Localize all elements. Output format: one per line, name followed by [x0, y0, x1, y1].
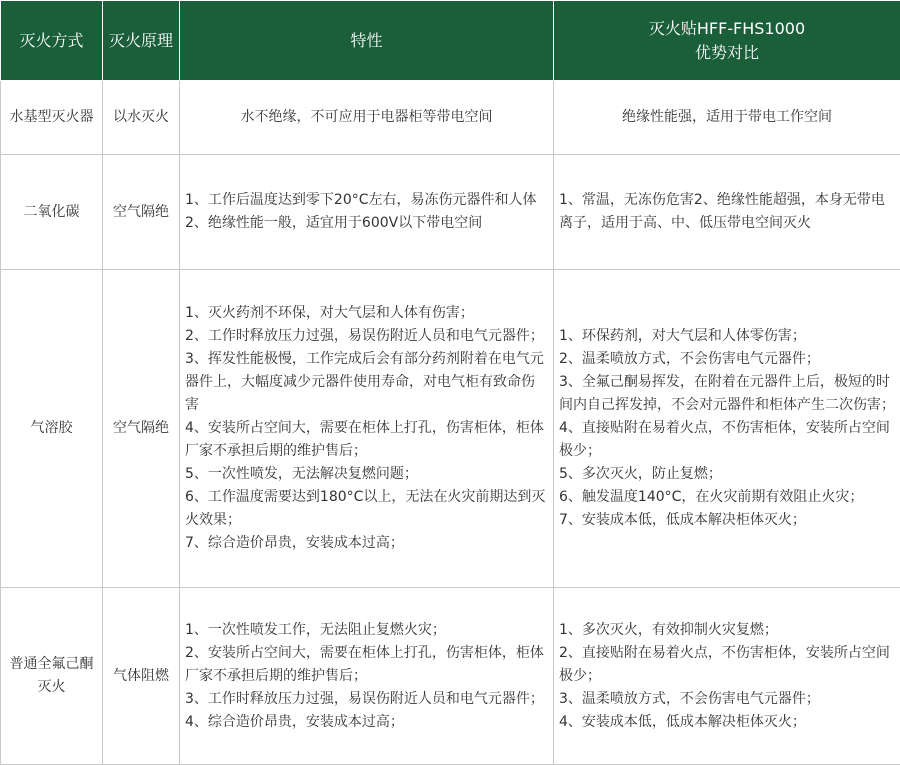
cell-feature — [180, 155, 554, 270]
feature-line: 2、安装所占空间大，需要在柜体上打孔，伤害柜体，柜体厂家不承担后期的维护售后； — [185, 642, 548, 688]
advantage-line: 7、安装成本低，低成本解决柜体灭火； — [559, 509, 895, 532]
table-row — [1, 270, 900, 588]
cell-advantage — [554, 270, 900, 588]
feature-line: 1、一次性喷发工作，无法阻止复燃火灾； — [185, 619, 548, 642]
cell-feature — [180, 81, 554, 155]
cell-feature — [180, 270, 554, 588]
cell-principle: 空气隔绝 — [103, 155, 180, 270]
feature-line: 2、绝缘性能一般，适宜用于600V以下带电空间 — [185, 212, 548, 235]
advantage-line: 2、直接贴附在易着火点，不伤害柜体，安装所占空间极少； — [559, 642, 895, 688]
feature-line: 5、一次性喷发，无法解决复燃问题； — [185, 463, 548, 486]
feature-line: 6、工作温度需要达到180°C以上，无法在火灾前期达到灭火效果； — [185, 486, 548, 532]
feature-line: 4、安装所占空间大，需要在柜体上打孔，伤害柜体，柜体厂家不承担后期的维护售后； — [185, 417, 548, 463]
feature-line: 水不绝缘，不可应用于电器柜等带电空间 — [185, 106, 548, 129]
header-row — [1, 1, 900, 81]
cell-principle: 空气隔绝 — [103, 270, 180, 588]
header-feature: 特性 — [180, 1, 554, 81]
cell-feature — [180, 588, 554, 765]
header-advantage-line2: 优势对比 — [559, 41, 895, 65]
feature-line: 1、灭火药剂不环保，对大气层和人体有伤害； — [185, 302, 548, 325]
cell-type: 二氧化碳 — [1, 155, 103, 270]
table-row — [1, 588, 900, 765]
advantage-line: 1、多次灭火，有效抑制火灾复燃； — [559, 619, 895, 642]
feature-line: 1、工作后温度达到零下20°C左右，易冻伤元器件和人体 — [185, 189, 548, 212]
advantage-line: 4、直接贴附在易着火点，不伤害柜体，安装所占空间极少； — [559, 417, 895, 463]
advantage-line: 2、温柔喷放方式，不会伤害电气元器件； — [559, 348, 895, 371]
table-row — [1, 155, 900, 270]
feature-line: 3、挥发性能极慢，工作完成后会有部分药剂附着在电气元器件上，大幅度减少元器件使用寿命，对电气柜有致命伤害 — [185, 348, 548, 417]
table-row — [1, 81, 900, 155]
cell-principle: 气体阻燃 — [103, 588, 180, 765]
feature-line: 7、综合造价昂贵，安装成本过高； — [185, 532, 548, 555]
header-advantage — [554, 1, 900, 81]
advantage-line: 3、全氟己酮易挥发，在附着在元器件上后，极短的时间内自己挥发掉，不会对元器件和柜体产生二次伤害； — [559, 371, 895, 417]
cell-type: 水基型灭火器 — [1, 81, 103, 155]
feature-line: 3、工作时释放压力过强，易误伤附近人员和电气元器件； — [185, 688, 548, 711]
advantage-line: 4、安装成本低，低成本解决柜体灭火； — [559, 711, 895, 734]
cell-advantage — [554, 588, 900, 765]
advantage-line: 5、多次灭火，防止复燃； — [559, 463, 895, 486]
feature-line: 4、综合造价昂贵，安装成本过高； — [185, 711, 548, 734]
advantage-line: 1、环保药剂，对大气层和人体零伤害； — [559, 325, 895, 348]
header-type: 灭火方式 — [1, 1, 103, 81]
cell-type: 普通全氟己酮灭火 — [1, 588, 103, 765]
header-principle: 灭火原理 — [103, 1, 180, 81]
cell-principle: 以水灭火 — [103, 81, 180, 155]
feature-line: 2、工作时释放压力过强，易误伤附近人员和电气元器件； — [185, 325, 548, 348]
cell-advantage — [554, 81, 900, 155]
advantage-line: 绝缘性能强，适用于带电工作空间 — [559, 106, 895, 129]
header-advantage-line1: 灭火贴HFF-FHS1000 — [559, 17, 895, 41]
advantage-line: 3、温柔喷放方式，不会伤害电气元器件； — [559, 688, 895, 711]
cell-advantage — [554, 155, 900, 270]
advantage-line: 6、触发温度140°C，在火灾前期有效阻止火灾； — [559, 486, 895, 509]
cell-type: 气溶胶 — [1, 270, 103, 588]
advantage-line: 1、常温，无冻伤危害2、绝缘性能超强，本身无带电离子，适用于高、中、低压带电空间灭火 — [559, 189, 895, 235]
